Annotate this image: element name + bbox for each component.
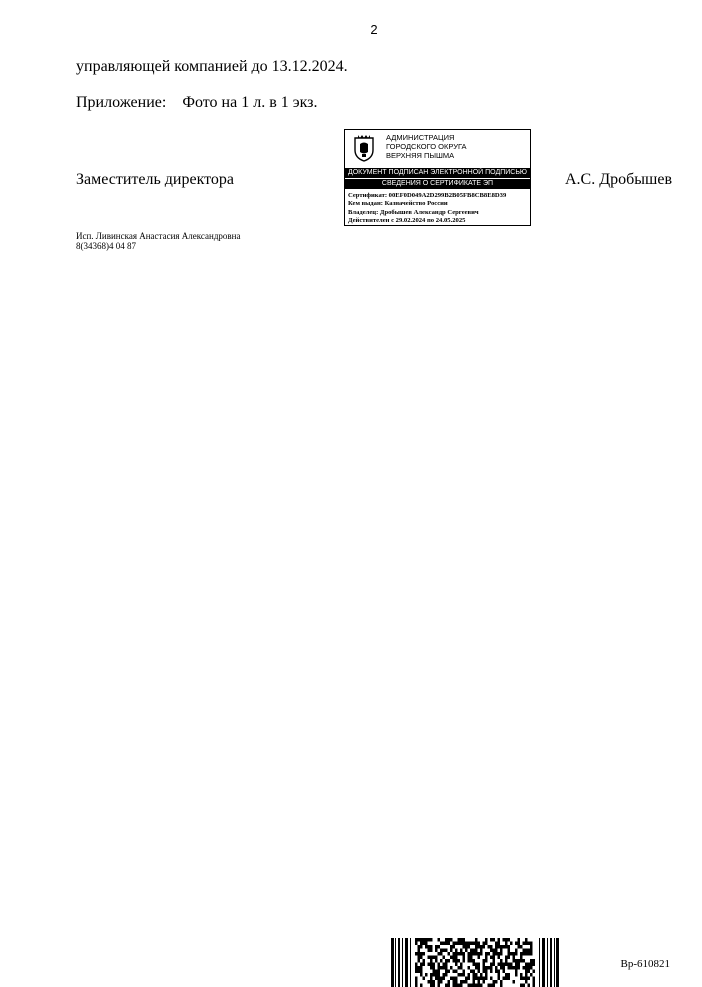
stamp-organization bbox=[386, 133, 467, 160]
appendix-line bbox=[76, 94, 318, 112]
stamp-org-line: ВЕРХНЯЯ ПЫШМА bbox=[386, 151, 455, 160]
coat-of-arms-icon bbox=[353, 134, 375, 162]
stamp-issuer: Кем выдан: Казначейство России bbox=[348, 200, 448, 208]
executor-block bbox=[76, 231, 240, 251]
appendix-value: Фото на 1 л. в 1 экз. bbox=[182, 94, 318, 111]
document-number: Вр-610821 bbox=[620, 958, 670, 970]
stamp-header bbox=[345, 130, 530, 167]
body-text-line: управляющей компанией до 13.12.2024. bbox=[76, 58, 348, 75]
stamp-details bbox=[348, 192, 506, 226]
stamp-validity: Действителен с 29.02.2024 по 24.05.2025 bbox=[348, 217, 466, 225]
e-signature-stamp bbox=[344, 129, 531, 226]
barcode-image bbox=[391, 938, 559, 987]
signer-name: А.С. Дробышев bbox=[564, 171, 672, 188]
stamp-certificate: Сертификат: 00EF0D049A2D299B2B05FB8CB8E8D39 bbox=[348, 192, 507, 199]
page-number: 2 bbox=[370, 22, 378, 37]
appendix-label: Приложение: bbox=[76, 94, 167, 111]
stamp-org-line: АДМИНИСТРАЦИЯ bbox=[386, 133, 455, 142]
executor-name: Исп. Ливинская Анастасия Александровна bbox=[76, 231, 241, 241]
stamp-owner: Владелец: Дробышев Александр Сергеевич bbox=[348, 208, 479, 216]
signer-role: Заместитель директора bbox=[76, 171, 235, 188]
stamp-org-line: ГОРОДСКОГО ОКРУГА bbox=[386, 142, 467, 151]
stamp-certificate-banner: СВЕДЕНИЯ О СЕРТИФИКАТЕ ЭП bbox=[345, 179, 530, 189]
stamp-signed-banner: ДОКУМЕНТ ПОДПИСАН ЭЛЕКТРОННОЙ ПОДПИСЬЮ bbox=[345, 168, 530, 178]
executor-phone: 8(34368)4 04 87 bbox=[76, 241, 136, 251]
